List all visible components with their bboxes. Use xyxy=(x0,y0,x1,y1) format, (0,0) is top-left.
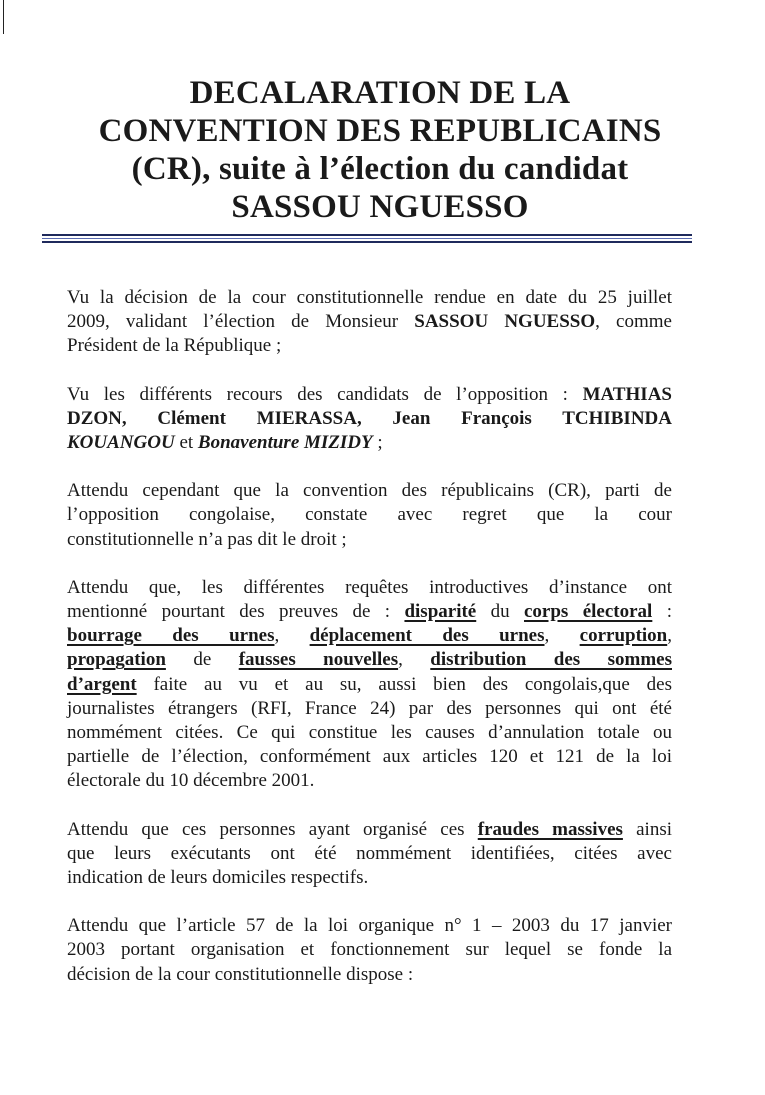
text-run: Attendu cependant que la convention des républicains (CR), parti de xyxy=(67,480,672,502)
underlined-term: distribution des sommes xyxy=(430,649,672,671)
text-run: Vu la décision de la cour constitutionnelle rendue en date du 25 juillet xyxy=(67,287,672,308)
text-line xyxy=(67,431,672,455)
underlined-term: disparité xyxy=(404,601,477,623)
text-run: : xyxy=(652,601,672,623)
candidate-name: MATHIAS xyxy=(582,383,672,405)
text-line xyxy=(67,334,672,358)
text-run: Attendu que l’article 57 de la loi organique n° 1 – 2003 du 17 janvier xyxy=(67,915,672,937)
text-line xyxy=(67,866,672,890)
text-run: l’opposition congolaise, constate avec regret que la cour xyxy=(67,504,672,526)
title-divider-bottom xyxy=(42,241,692,243)
underlined-term: corruption xyxy=(579,625,668,647)
paragraph-4 xyxy=(67,576,672,794)
underlined-term: déplacement des urnes xyxy=(309,625,545,647)
text-line xyxy=(67,479,672,503)
text-run: Attendu que ces personnes ayant organisé ces xyxy=(67,818,478,840)
text-run: nommément citées. Ce qui constitue les causes d’annulation totale ou xyxy=(67,722,672,744)
text-run: décision de la cour constitutionnelle dispose : xyxy=(67,963,414,985)
candidate-name: Bonaventure MIZIDY xyxy=(197,432,373,454)
text-run: , xyxy=(398,649,431,671)
text-line xyxy=(67,914,672,938)
text-line xyxy=(67,697,672,721)
paragraph-3 xyxy=(67,479,672,552)
text-run: Vu les différents recours des candidats de l’opposition : xyxy=(67,383,583,405)
text-line xyxy=(67,938,672,962)
text-run: journalistes étrangers (RFI, France 24) par des personnes qui ont été xyxy=(67,697,672,719)
text-run: que leurs exécutants ont été nommément identifiées, citées avec xyxy=(67,842,672,864)
underlined-term: fausses nouvelles xyxy=(238,649,399,671)
title-divider-middle xyxy=(42,238,692,239)
underlined-term: propagation xyxy=(67,649,166,671)
text-run: , comme xyxy=(595,311,672,333)
text-run: constitutionnelle n’a pas dit le droit ; xyxy=(67,528,347,550)
text-run: indication de leurs domiciles respectifs. xyxy=(67,867,369,889)
paragraph-2 xyxy=(67,383,672,456)
text-run: électorale du 10 décembre 2001. xyxy=(67,770,315,792)
candidate-name: KOUANGOU xyxy=(67,432,175,454)
text-line xyxy=(67,383,672,407)
document-body xyxy=(67,286,672,1011)
paragraph-1 xyxy=(67,286,672,359)
text-run: , xyxy=(274,625,310,647)
text-run: ; xyxy=(372,432,383,454)
text-line xyxy=(67,600,672,624)
title-line-1: DECALARATION DE LA xyxy=(189,75,571,111)
text-line xyxy=(67,528,672,552)
candidate-name: SASSOU NGUESSO xyxy=(414,311,596,333)
document-title xyxy=(60,74,700,226)
underlined-term: bourrage des urnes xyxy=(67,625,275,647)
paragraph-5 xyxy=(67,818,672,891)
text-line xyxy=(67,407,672,431)
text-run: et xyxy=(174,432,198,454)
text-line xyxy=(67,673,672,697)
paragraph-6 xyxy=(67,914,672,987)
text-run: , xyxy=(544,625,580,647)
title-line-3: (CR), suite à l’élection du candidat xyxy=(131,151,629,187)
text-run: partielle de l’élection, conformément aux articles 120 et 121 de la loi xyxy=(67,746,672,768)
underlined-term: d’argent xyxy=(67,673,137,695)
text-line xyxy=(67,576,672,600)
text-line xyxy=(67,745,672,769)
underlined-term: fraudes massives xyxy=(477,818,623,840)
text-run: faite au vu et au su, aussi bien des congolais,que des xyxy=(136,673,672,695)
text-run: Attendu que, les différentes requêtes introductives d’instance ont xyxy=(67,576,672,598)
text-line xyxy=(67,624,672,648)
underlined-term: corps électoral xyxy=(524,601,653,623)
margin-mark xyxy=(3,0,4,34)
text-run: du xyxy=(476,601,524,623)
text-run: Président de la République ; xyxy=(67,335,282,357)
text-line xyxy=(67,963,672,987)
title-line-2: CONVENTION DES REPUBLICAINS xyxy=(98,113,662,149)
text-run: 2003 portant organisation et fonctionnement sur lequel se fonde la xyxy=(67,939,672,961)
title-line-4: SASSOU NGUESSO xyxy=(231,189,529,225)
text-run: de xyxy=(165,649,239,671)
text-line xyxy=(67,286,672,310)
text-line xyxy=(67,721,672,745)
text-line xyxy=(67,769,672,793)
title-divider-top xyxy=(42,234,692,236)
text-run: mentionné pourtant des preuves de : xyxy=(67,601,405,623)
text-run: ainsi xyxy=(622,818,672,840)
text-run: 2009, validant l’élection de Monsieur xyxy=(67,311,415,333)
text-line xyxy=(67,648,672,672)
candidate-names: DZON, Clément MIERASSA, Jean François TCHIBINDA xyxy=(67,407,672,429)
text-line xyxy=(67,842,672,866)
text-line xyxy=(67,503,672,527)
text-line xyxy=(67,818,672,842)
text-run: , xyxy=(667,625,672,647)
text-line xyxy=(67,310,672,334)
